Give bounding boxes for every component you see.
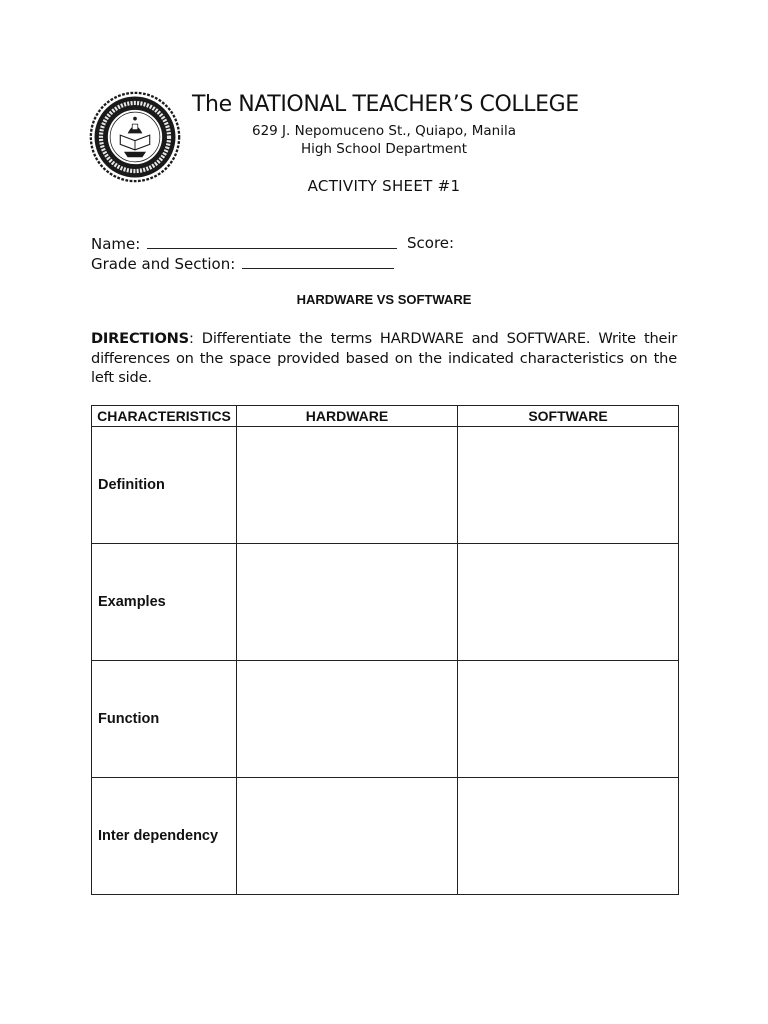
directions-paragraph <box>91 329 677 388</box>
table-row-inter-dependency <box>92 778 679 895</box>
cell-function-software[interactable] <box>458 661 679 778</box>
cell-inter-dependency-hardware[interactable] <box>237 778 458 895</box>
table-row-examples <box>92 544 679 661</box>
directions-label: DIRECTIONS <box>91 330 189 347</box>
comparison-table <box>91 405 679 895</box>
department-name: High School Department <box>300 141 468 157</box>
cell-inter-dependency-software[interactable] <box>458 778 679 895</box>
college-address: 629 J. Nepomuceno St., Quiapo, Manila <box>251 123 516 139</box>
name-blank[interactable] <box>147 234 397 249</box>
table-row-definition <box>92 427 679 544</box>
grade-section-field <box>91 254 394 273</box>
row-label-function: Function <box>92 661 237 778</box>
topic-heading: HARDWARE VS SOFTWARE <box>296 292 472 307</box>
row-label-definition: Definition <box>92 427 237 544</box>
cell-examples-software[interactable] <box>458 544 679 661</box>
row-label-examples: Examples <box>92 544 237 661</box>
table-header-row <box>92 406 679 427</box>
score-field <box>407 234 456 252</box>
score-label: Score: <box>407 234 455 252</box>
table-row-function <box>92 661 679 778</box>
activity-sheet-title: ACTIVITY SHEET #1 <box>307 177 461 195</box>
cell-definition-hardware[interactable] <box>237 427 458 544</box>
grade-section-blank[interactable] <box>242 254 394 269</box>
college-seal-icon <box>89 91 181 183</box>
cell-examples-hardware[interactable] <box>237 544 458 661</box>
row-label-inter-dependency: Inter dependency <box>92 778 237 895</box>
cell-function-hardware[interactable] <box>237 661 458 778</box>
header-software: SOFTWARE <box>458 406 679 427</box>
college-name: The NATIONAL TEACHER’S COLLEGE <box>192 92 579 117</box>
cell-definition-software[interactable] <box>458 427 679 544</box>
grade-section-label: Grade and Section: <box>91 255 236 273</box>
name-label: Name: <box>91 235 141 253</box>
header-hardware: HARDWARE <box>237 406 458 427</box>
name-field <box>91 234 397 253</box>
directions-text: : Differentiate the terms HARDWARE and SOFTWARE. Write their differences on the space provided based on the indicated characteristics on the left side. <box>91 330 677 386</box>
header-characteristics: CHARACTERISTICS <box>92 406 237 427</box>
